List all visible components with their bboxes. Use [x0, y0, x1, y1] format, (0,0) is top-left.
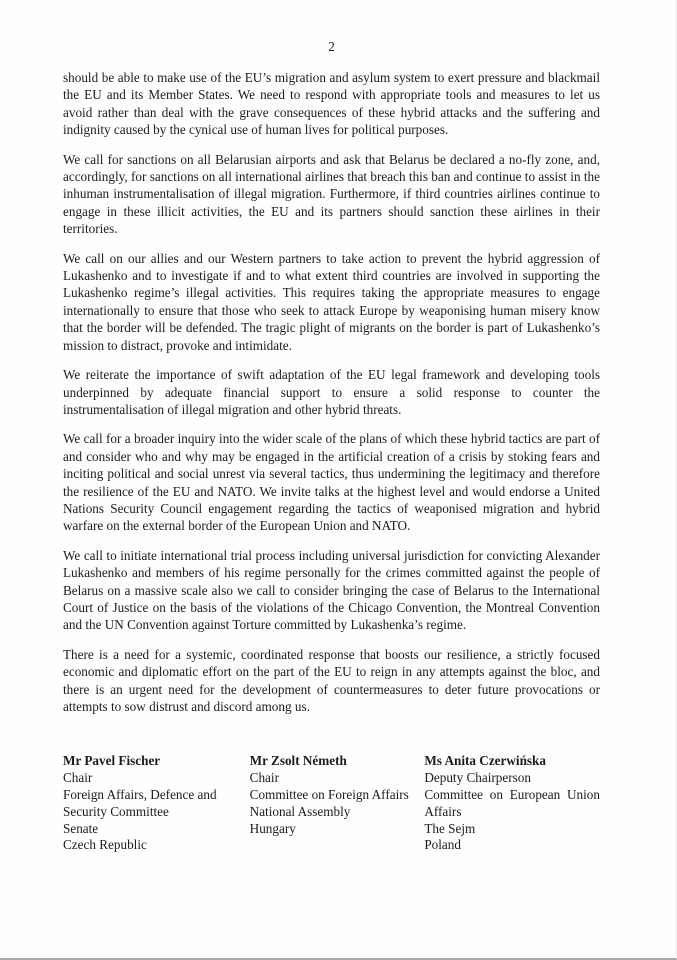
paragraph-2: We call for sanctions on all Belarusian airports and ask that Belarus be declared a no-fly zone, and, accordingly, for sanctions on all international airlines that breach this ban and continue to assist in the inhuman instrumentalisation of illegal migration. Furthermore, if third countries airlines continue to engage in these illicit activities, the EU and its partners should sanction these airlines in their territories. [63, 151, 600, 237]
signatory-body: Senate [63, 820, 99, 836]
signatory-name: Mr Zsolt Németh [249, 753, 347, 769]
signatory-title: Chair [63, 770, 93, 786]
signatory-name: Ms Anita Czerwińska [424, 753, 546, 769]
paragraph-7: There is a need for a systemic, coordinated response that boosts our resilience, a strictly focused economic and diplomatic effort on the part of the EU to reign in any attempts against the bloc, and there is an urgent need for the development of countermeasures to deter future provocations or attempts to sow distrust and discord among us. [63, 646, 600, 714]
paragraph-5: We call for a broader inquiry into the wider scale of the plans of which these hybrid tactics are part of and consider who and why may be engaged in the artificial creation of a crisis by stoking fears and inciting political and social unrest via several tactics, thus undermining the legitimacy and therefore the resilience of the EU and NATO. We invite talks at the highest level and would endorse a United Nations Security Council engagement regarding the tactics of weaponised migration and hybrid warfare on the external border of the European Union and NATO. [63, 431, 600, 534]
signature-block [63, 753, 600, 854]
paragraph-6: We call to initiate international trial process including universal jurisdiction for convicting Alexander Lukashenko and members of his regime personally for the crimes committed against the people of Belarus on a massive scale also we call to consider bringing the case of Belarus to the International Court of Justice on the basis of the violations of the Chicago Convention, the Montreal Convention and the UN Convention against Torture committed by Lukashenka’s regime. [63, 547, 600, 633]
signatory-committee: Committee on Foreign Affairs [249, 787, 409, 802]
paragraph-3: We call on our allies and our Western partners to take action to prevent the hybrid aggression of Lukashenko and to investigate if and to what extent third countries are involved in supporting the Lukashenko regime’s illegal activities. This requires taking the appropriate measures to engage internationally to ensure that those who seek to attack Europe by weaponising human misery know that the border will be defended. The tragic plight of migrants on the border is part of Lukashenko’s mission to distract, provoke and intimidate. [63, 250, 600, 353]
signatory-country: Poland [424, 837, 461, 853]
signatory-country: Hungary [249, 820, 296, 836]
signatory-name: Mr Pavel Fischer [63, 753, 161, 769]
page-number: 2 [328, 39, 335, 54]
signatory-title: Deputy Chairperson [424, 770, 531, 786]
paragraph-4: We reiterate the importance of swift adaptation of the EU legal framework and developing tools underpinned by adequate financial support to ensure a solid response to counter the instrumentalisation of illegal migration and other hybrid threats. [63, 367, 600, 417]
signatory-committee: Committee on European Union Affairs [424, 787, 600, 819]
signatory-pavel-fischer [63, 753, 250, 854]
signatory-zsolt-nemeth [250, 753, 425, 854]
signatory-body: The Sejm [424, 820, 476, 836]
signatory-country: Czech Republic [63, 837, 147, 853]
signatory-anita-czerwinska [424, 753, 600, 854]
signatory-body: National Assembly [249, 803, 351, 819]
paragraph-1: should be able to make use of the EU’s migration and asylum system to exert pressure and blackmail the EU and its Member States. We need to respond with appropriate tools and measures to let us avoid rather than deal with the grave consequences of these hybrid attacks and the suffering and indignity caused by the cynical use of human lives for political purposes. [63, 70, 600, 138]
signatory-title: Chair [249, 770, 279, 786]
signatory-committee: Foreign Affairs, Defence and Security Committee [63, 787, 217, 819]
